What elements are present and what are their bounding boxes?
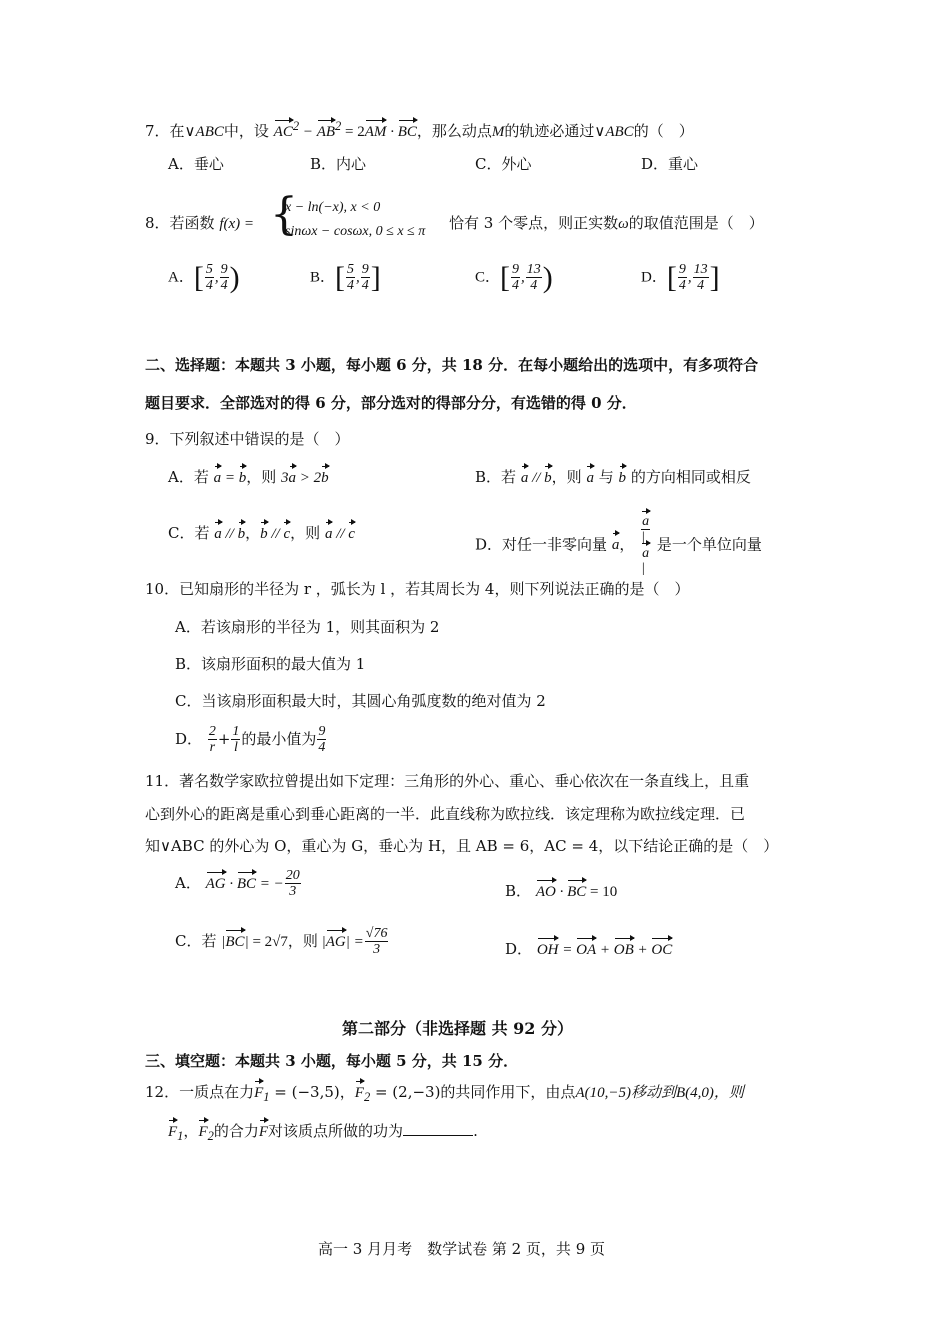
q10-option-c: C．当该扇形面积最大时，其圆心角弧度数的绝对值为 2 (175, 692, 546, 710)
q11-option-c: C．若 |BC| = 2√7，则 |AG| = $\frac{√76}{3}$ (175, 926, 388, 958)
q7-option-c: C．外心 (475, 155, 532, 173)
q7-option-d: D．重心 (641, 155, 699, 173)
page-footer: 高一 3 月月考 数学试卷 第 2 页，共 9 页 (318, 1240, 606, 1258)
q9-option-c: C．若 a // b，b // c，则 a // c (168, 524, 355, 542)
section2-line2: 题目要求．全部选对的得 6 分，部分选对的得部分分，有选错的得 0 分． (145, 394, 637, 412)
q11-line2: 心到外心的距离是重心到垂心距离的一半．此直线称为欧拉线．该定理称为欧拉线定理．已 (145, 805, 746, 823)
section2-line1: 二、选择题：本题共 3 小题，每小题 6 分，共 18 分．在每小题给出的选项中，有多项符合 (145, 356, 759, 374)
q10-option-b: B．该扇形面积的最大值为 1 (175, 655, 366, 673)
q9-stem: 9．下列叙述中错误的是（ ） (145, 430, 350, 448)
q10-option-a: A．若该扇形的半径为 1，则其面积为 2 (175, 618, 440, 636)
q11-option-a: A． AG · BC = − $\frac{20}{3}$ (175, 868, 300, 900)
q8-option-b: B．[ $\frac{5}{4}$ , $\frac{9}{4}$ ] (310, 260, 381, 294)
q11-line1: 11．著名数学家欧拉曾提出如下定理：三角形的外心、重心、垂心依次在一条直线上，且重 (145, 772, 750, 790)
q8-stem-suffix: 恰有 3 个零点，则正实数ω的取值范围是（ ） (449, 214, 764, 232)
q8-case-2: sinωx − cosωx, 0 ≤ x ≤ π (285, 224, 426, 239)
q9-option-a: A．若 a = b，则 3a > 2b (168, 468, 329, 486)
q8-option-a: A．[ $\frac{5}{4}$ , $\frac{9}{4}$ ) (168, 260, 240, 294)
q7-option-b: B．内心 (310, 155, 367, 173)
q12-line1: 12．一质点在力$F_1 = (-3,5)$，$F_2 = (2,-3)$的共同作用下，由点A(10,−5)移动到B(4,0)，则 (145, 1083, 744, 1104)
q9-option-d: D．对任一非零向量 a， a | a | 是一个单位向量 (475, 514, 762, 577)
q8-option-d: D．[ $\frac{9}{4}$ , $\frac{13}{4}$ ] (641, 260, 720, 294)
q9-option-b: B．若 a // b，则 a 与 b 的方向相同或相反 (475, 468, 751, 486)
q10-option-d: D． $\frac{2}{r}$ + $\frac{1}{l}$ 的最小值为 $\frac{9}{4}$ (175, 724, 326, 756)
q10-stem: 10．已知扇形的半径为 r ，弧长为 l ，若其周长为 4，则下列说法正确的是（ ） (145, 580, 690, 598)
part2-title: 第二部分（非选择题 共 92 分） (342, 1019, 573, 1038)
q12-answer-blank[interactable] (403, 1121, 473, 1136)
q11-option-b: B． AO · BC = 10 (505, 882, 618, 900)
q8-stem-prefix: 8．若函数 f(x) = (145, 214, 255, 232)
q12-line2: $F_1$，$F_2$的合力F对该质点所做的功为 . (168, 1122, 478, 1143)
q11-line3: 知∨ABC 的外心为 O，重心为 G，垂心为 H，且 AB = 6，AC = 4，以下结论正确的是（ ） (145, 837, 779, 855)
q11-option-d: D． OH = OA + OB + OC (505, 940, 673, 958)
q8-brace: { (270, 189, 298, 240)
q7-option-a: A．垂心 (168, 155, 224, 173)
section3-heading: 三、填空题：本题共 3 小题，每小题 5 分，共 15 分． (145, 1052, 519, 1070)
q7-stem: 7．在∨ABC中，设 $AC^2 - AB^2 = 2AM$ · BC，那么动点M的轨迹必通过∨ABC的（ ） (145, 119, 694, 140)
q8-case-1: x − ln(−x), x < 0 (285, 200, 381, 215)
q8-option-c: C．[ $\frac{9}{4}$ , $\frac{13}{4}$ ) (475, 260, 553, 294)
